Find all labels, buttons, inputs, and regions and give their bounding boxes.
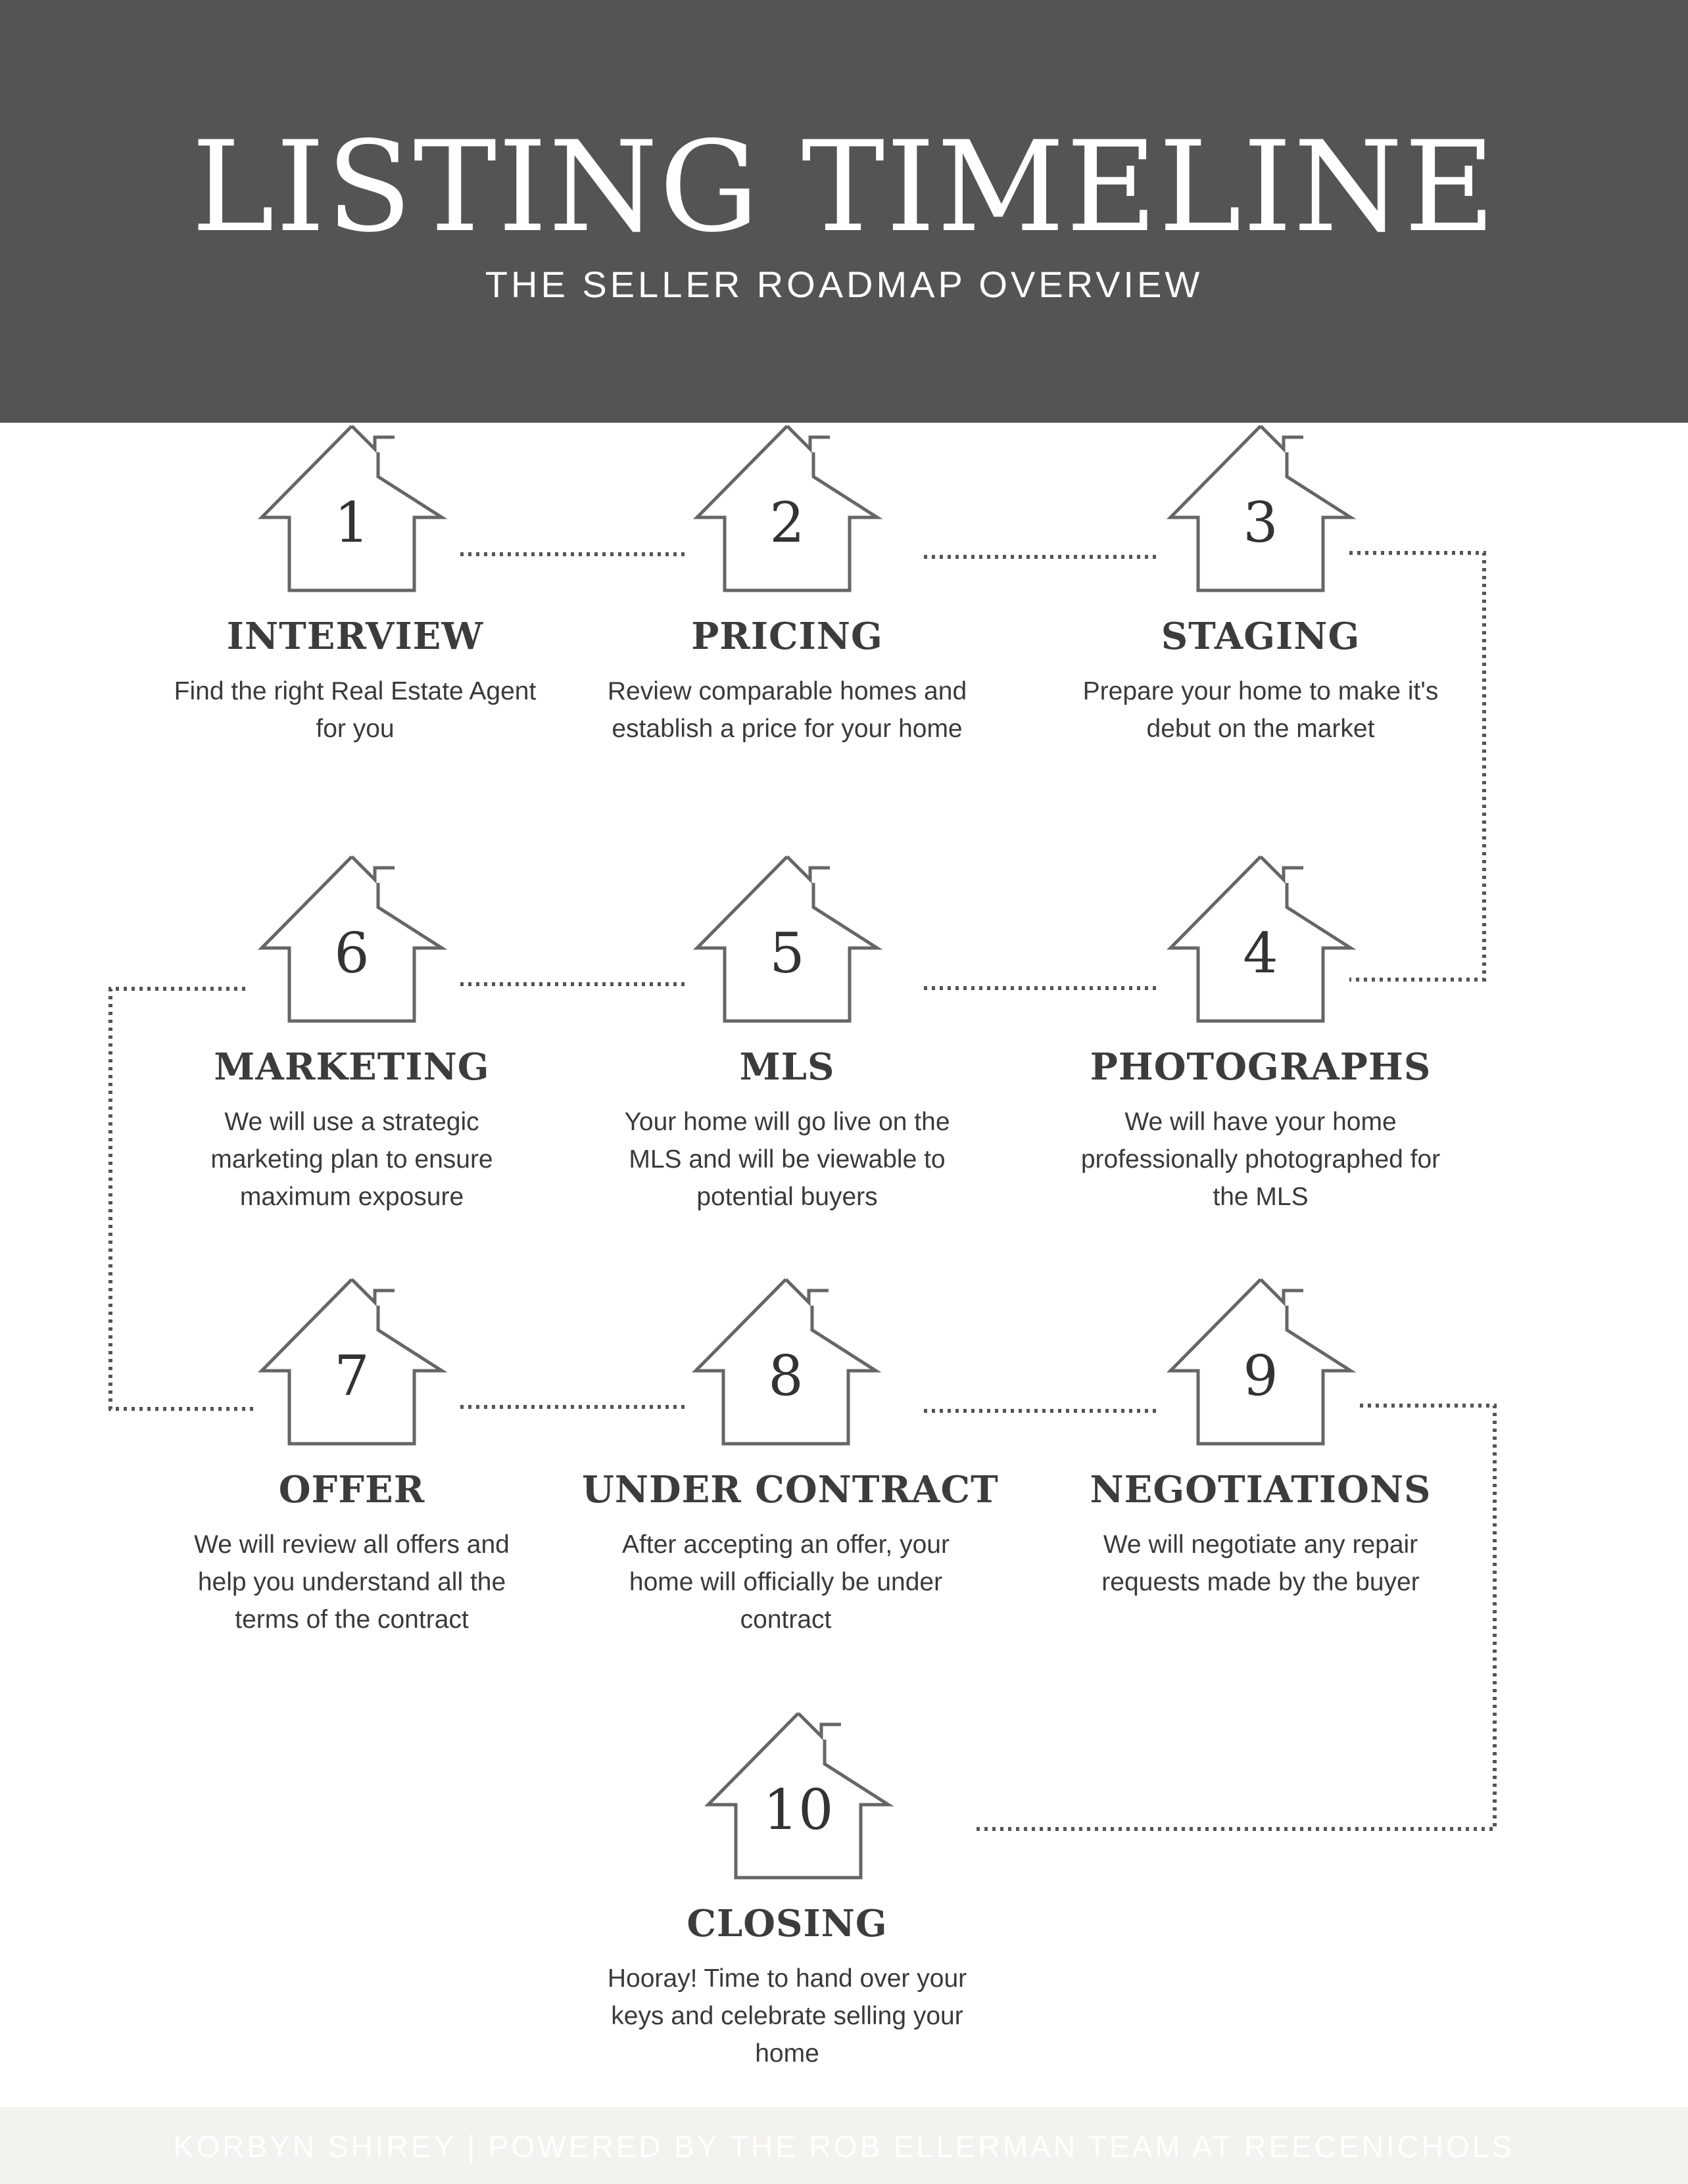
step-number: 3 <box>1243 490 1278 555</box>
footer <box>0 2107 1688 2184</box>
step-description: After accepting an offer, your home will officially be under contract <box>622 1531 950 1634</box>
step-description: We will have your home professionally photographed for the MLS <box>1080 1108 1441 1211</box>
page-subtitle: THE SELLER ROADMAP OVERVIEW <box>485 264 1203 305</box>
house-icon <box>687 1277 884 1448</box>
house-icon <box>1162 1277 1359 1448</box>
house-icon <box>253 424 450 595</box>
step-number: 1 <box>334 490 370 555</box>
house-icon <box>1162 424 1359 595</box>
step-number: 2 <box>769 490 805 555</box>
step-title: UNDER CONTRACT <box>582 1468 999 1511</box>
step-number: 5 <box>769 921 805 985</box>
step-title: NEGOTIATIONS <box>1090 1468 1432 1511</box>
step-number: 4 <box>1243 921 1278 985</box>
step-title: CLOSING <box>687 1902 888 1945</box>
step-number: 7 <box>334 1344 370 1408</box>
step-title: STAGING <box>1161 615 1361 658</box>
house-icon <box>688 855 886 1026</box>
step-description: Prepare your home to make it's debut on the market <box>1082 677 1439 743</box>
house-icon <box>253 855 450 1026</box>
house-icon <box>1162 855 1359 1026</box>
step-title: OFFER <box>278 1468 425 1511</box>
step-title: MARKETING <box>214 1045 490 1089</box>
step-description: Hooray! Time to hand over your keys and celebrate selling your home <box>607 1964 967 2068</box>
step-title: INTERVIEW <box>226 615 484 658</box>
house-icon <box>253 1277 450 1448</box>
step-number: 6 <box>334 921 370 985</box>
step-description: We will use a strategic marketing plan to ensure maximum exposure <box>210 1108 493 1211</box>
step-title: PHOTOGRAPHS <box>1090 1045 1432 1089</box>
step-number: 9 <box>1243 1344 1278 1408</box>
house-icon <box>700 1711 897 1882</box>
step-number: 8 <box>768 1344 804 1408</box>
step-description: Review comparable homes and establish a price for your home <box>607 677 967 743</box>
step-description: Find the right Real Estate Agent for you <box>174 677 537 743</box>
footer-credit: KORBYN SHIREY | POWERED BY THE ROB ELLERMAN TEAM AT REECENICHOLS <box>173 2129 1515 2164</box>
step-description: We will review all offers and help you understand all the terms of the contract <box>194 1531 510 1634</box>
step-number: 10 <box>763 1778 834 1842</box>
step-description: Your home will go live on the MLS and will be viewable to potential buyers <box>624 1108 950 1211</box>
step-title: MLS <box>739 1045 835 1089</box>
step-title: PRICING <box>691 615 883 658</box>
house-icon <box>688 424 886 595</box>
step-description: We will negotiate any repair requests made by the buyer <box>1101 1531 1420 1596</box>
page-title: LISTING TIMELINE <box>191 114 1497 260</box>
